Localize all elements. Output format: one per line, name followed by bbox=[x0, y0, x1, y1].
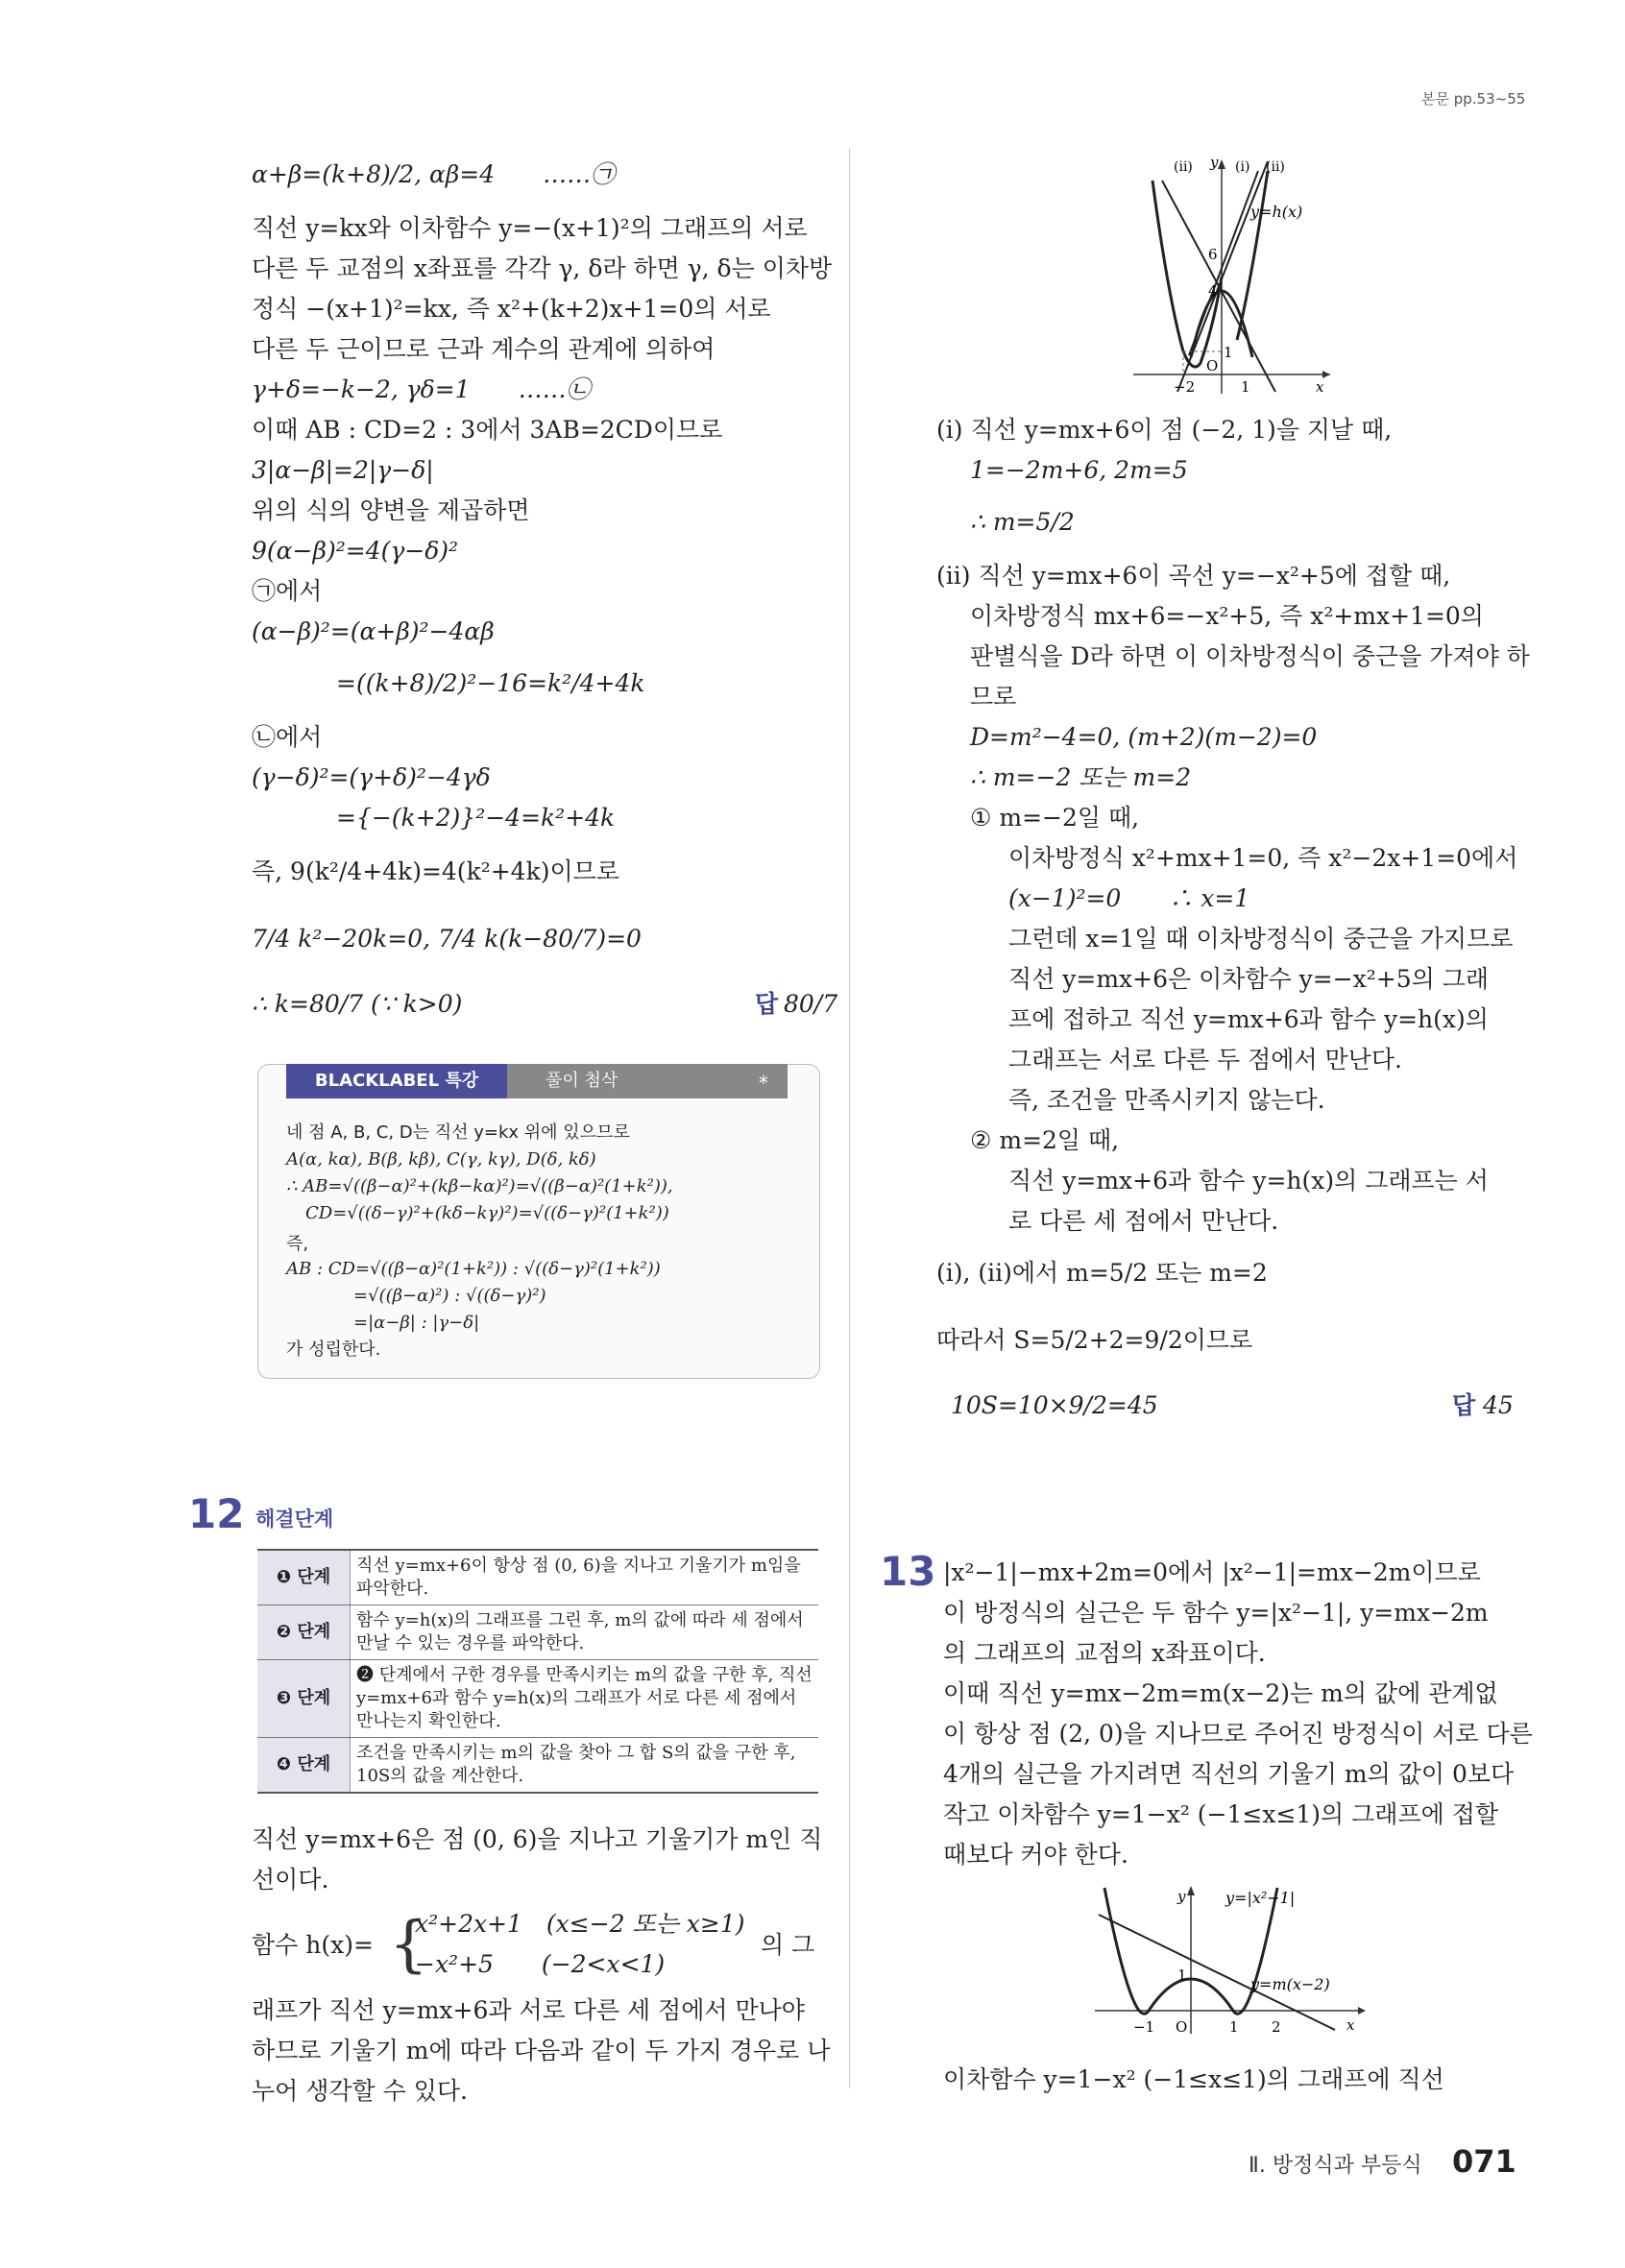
text-line: 의 그래프의 교점의 x좌표이다. bbox=[943, 1639, 1266, 1667]
y-axis-arrow-icon bbox=[1218, 159, 1225, 169]
answer-value: 80/7 bbox=[784, 990, 838, 1018]
star-icon: * bbox=[759, 1072, 768, 1095]
note-line: =|α−β| : |γ−δ| bbox=[353, 1313, 480, 1333]
text-line: 하므로 기울기 m에 따라 다음과 같이 두 가지 경우로 나 bbox=[252, 2037, 831, 2064]
text-line: 직선 y=mx+6과 함수 y=h(x)의 그래프는 서 bbox=[1008, 1167, 1489, 1194]
answer-value: 45 bbox=[1483, 1391, 1514, 1419]
text-line: =((k+8)/2)²−16=k²/4+4k bbox=[336, 669, 645, 697]
text-line: 므로 bbox=[970, 683, 1017, 711]
text-line: 그래프는 서로 다른 두 점에서 만난다. bbox=[1008, 1046, 1402, 1074]
note-line: ∴ AB=√((β−α)²+(kβ−kα)²)=√((β−α)²(1+k²)), bbox=[286, 1176, 673, 1196]
note-line: 가 성립한다. bbox=[286, 1339, 381, 1360]
x-axis-arrow-icon bbox=[1358, 2007, 1366, 2015]
y-axis-arrow-icon bbox=[1187, 1886, 1195, 1895]
table-row bbox=[257, 1605, 818, 1660]
graph-abs-x-squared bbox=[1085, 1880, 1373, 2045]
text-line: x²+2x+1 (x≤−2 또는 x≥1) bbox=[415, 1910, 745, 1938]
text-line: 이차함수 y=1−x² (−1≤x≤1)의 그래프에 직선 bbox=[943, 2065, 1444, 2093]
note-line: 즉, bbox=[286, 1234, 309, 1254]
table-row bbox=[257, 1660, 818, 1738]
graph-label: y bbox=[1210, 154, 1219, 171]
text-line: ∴ m=5/2 bbox=[970, 508, 1075, 536]
note-tag: 풀이 첨삭 bbox=[507, 1064, 788, 1098]
text-line: |x²−1|−mx+2m=0에서 |x²−1|=mx−2m이므로 bbox=[943, 1558, 1481, 1586]
page-header: 본문 pp.53~55 bbox=[1421, 90, 1526, 108]
line-ii-a bbox=[1177, 161, 1268, 392]
text-line: (i), (ii)에서 m=5/2 또는 m=2 bbox=[936, 1259, 1268, 1287]
answer-label: 답 bbox=[755, 990, 779, 1018]
text-line: (x−1)²=0 ∴ x=1 bbox=[1008, 884, 1250, 912]
text-line: 로 다른 세 점에서 만난다. bbox=[1008, 1207, 1279, 1235]
text-line: 이차방정식 mx+6=−x²+5, 즉 x²+mx+1=0의 bbox=[970, 602, 1484, 630]
text-line: 선이다. bbox=[252, 1866, 329, 1894]
page-number: 071 bbox=[1452, 2143, 1516, 2180]
text-line: 즉, 조건을 만족시키지 않는다. bbox=[1008, 1086, 1325, 1114]
text-line: D=m²−4=0, (m+2)(m−2)=0 bbox=[970, 723, 1318, 751]
step-cell: ❶ 단계 bbox=[257, 1550, 351, 1605]
text-line: 누어 생각할 수 있다. bbox=[252, 2077, 468, 2105]
table-row bbox=[257, 1738, 818, 1794]
question-number: 12 bbox=[188, 1490, 245, 1537]
text-line: 이 항상 점 (2, 0)을 지나므로 주어진 방정식이 서로 다른 bbox=[943, 1720, 1533, 1748]
text-line: 7/4 k²−20k=0, 7/4 k(k−80/7)=0 bbox=[252, 925, 642, 953]
text-line: ① m=−2일 때, bbox=[970, 804, 1140, 832]
graph-label: 1 bbox=[1241, 378, 1250, 396]
text-line: ∴ m=−2 또는 m=2 bbox=[970, 763, 1192, 791]
graph-label: (ii) bbox=[1266, 159, 1285, 175]
graph-label: 6 bbox=[1208, 246, 1218, 263]
text-line: 4개의 실근을 가지려면 직선의 기울기 m의 값이 0보다 bbox=[943, 1760, 1515, 1788]
question-number: 13 bbox=[880, 1548, 936, 1595]
text-line: 9(α−β)²=4(γ−δ)² bbox=[252, 537, 459, 565]
note-line: A(α, kα), B(β, kβ), C(γ, kγ), D(δ, kδ) bbox=[286, 1149, 596, 1170]
graph-label: 4 bbox=[1208, 282, 1218, 300]
text-line: 프에 접하고 직선 y=mx+6과 함수 y=h(x)의 bbox=[1008, 1005, 1489, 1033]
text-line: 즉, 9(k²/4+4k)=4(k²+4k)이므로 bbox=[252, 857, 619, 885]
text-line: 3|α−β|=2|γ−δ| bbox=[252, 456, 434, 484]
graph-label: 2 bbox=[1272, 2018, 1281, 2036]
line-m bbox=[1099, 1915, 1335, 2030]
graph-label: 1 bbox=[1224, 344, 1233, 361]
graph-h-of-x bbox=[1124, 152, 1345, 403]
step-text: 직선 y=mx+6이 항상 점 (0, 6)을 지나고 기울기가 m임을 파악한다. bbox=[351, 1550, 819, 1605]
text-line: 이 방정식의 실근은 두 함수 y=|x²−1|, y=mx−2m bbox=[943, 1599, 1489, 1627]
table-row bbox=[257, 1550, 818, 1605]
footer-section: Ⅱ. 방정식과 부등식 bbox=[1249, 2154, 1422, 2178]
section-label: 해결단계 bbox=[255, 1508, 334, 1531]
answer-label: 답 bbox=[1452, 1391, 1476, 1419]
graph-label: −2 bbox=[1174, 378, 1196, 396]
text-line: 위의 식의 양변을 제곱하면 bbox=[252, 496, 530, 524]
text-line: 이차방정식 x²+mx+1=0, 즉 x²−2x+1=0에서 bbox=[1008, 844, 1518, 872]
text-line: 함수 h(x)= bbox=[252, 1931, 374, 1959]
text-line: (α−β)²=(α+β)²−4αβ bbox=[252, 617, 495, 645]
column-divider bbox=[849, 149, 850, 2088]
text-line: 직선 y=kx와 이차함수 y=−(x+1)²의 그래프의 서로 bbox=[252, 214, 808, 242]
text-line: 다른 두 교점의 x좌표를 각각 γ, δ라 하면 γ, δ는 이차방 bbox=[252, 254, 833, 282]
graph-label: y=|x²−1| bbox=[1225, 1889, 1296, 1907]
text-line: ∴ k=80/7 (∵ k>0) bbox=[252, 990, 463, 1018]
text-line: (γ−δ)²=(γ+δ)²−4γδ bbox=[252, 763, 491, 791]
text-line: 이때 직선 y=mx−2m=m(x−2)는 m의 값에 관계없 bbox=[943, 1679, 1498, 1707]
graph-label: 1 bbox=[1229, 2018, 1239, 2036]
text-line: 래프가 직선 y=mx+6과 서로 다른 세 점에서 만나야 bbox=[252, 1996, 805, 2024]
graph-label: (i) bbox=[1235, 159, 1250, 175]
graph-label: (ii) bbox=[1174, 159, 1193, 175]
text-line: ={−(k+2)}²−4=k²+4k bbox=[336, 804, 616, 832]
text-line: 판별식을 D라 하면 이 이차방정식이 중근을 가져야 하 bbox=[970, 642, 1530, 670]
step-text: ❷ 단계에서 구한 경우를 만족시키는 m의 값을 구한 후, 직선 y=mx+6과 함수 y=h(x)의 그래프가 서로 다른 세 점에서 만나는지 확인한다. bbox=[351, 1660, 819, 1738]
step-text: 함수 y=h(x)의 그래프를 그린 후, m의 값에 따라 세 점에서 만날 수 있는 경우를 파악한다. bbox=[351, 1605, 819, 1660]
graph-label: y bbox=[1177, 1888, 1186, 1905]
text-line: 정식 −(x+1)²=kx, 즉 x²+(k+2)x+1=0의 서로 bbox=[252, 295, 771, 323]
text-line: (i) 직선 y=mx+6이 점 (−2, 1)을 지날 때, bbox=[936, 416, 1393, 444]
text-line: 10S=10×9/2=45 bbox=[951, 1391, 1158, 1419]
graph-label: x bbox=[1346, 2016, 1355, 2034]
note-line: 네 점 A, B, C, D는 직선 y=kx 위에 있으므로 bbox=[286, 1122, 630, 1143]
graph-label: O bbox=[1176, 2018, 1188, 2036]
graph-label: 1 bbox=[1177, 1966, 1187, 1984]
step-table bbox=[257, 1549, 818, 1794]
graph-label: y=m(x−2) bbox=[1250, 1975, 1330, 1993]
step-cell: ❷ 단계 bbox=[257, 1605, 351, 1660]
text-line: 작고 이차함수 y=1−x² (−1≤x≤1)의 그래프에 접할 bbox=[943, 1800, 1498, 1828]
graph-label: −1 bbox=[1133, 2018, 1155, 2036]
text-line: 그런데 x=1일 때 이차방정식이 중근을 가지므로 bbox=[1008, 925, 1514, 953]
text-line: 직선 y=mx+6은 점 (0, 6)을 지나고 기울기가 m인 직 bbox=[252, 1825, 823, 1853]
brace-icon: { bbox=[389, 1909, 428, 1980]
note-line: CD=√((δ−γ)²+(kδ−kγ)²)=√((δ−γ)²(1+k²)) bbox=[305, 1203, 669, 1223]
note-line: AB : CD=√((β−α)²(1+k²)) : √((δ−γ)²(1+k²)) bbox=[286, 1259, 661, 1279]
text-line: ㉠에서 bbox=[252, 577, 323, 605]
text-line: (ii) 직선 y=mx+6이 곡선 y=−x²+5에 접할 때, bbox=[936, 562, 1451, 590]
note-line: =√((β−α)²) : √((δ−γ)²) bbox=[353, 1286, 546, 1306]
note-title: BLACKLABEL 특강 bbox=[286, 1064, 507, 1098]
text-line: 다른 두 근이므로 근과 계수의 관계에 의하여 bbox=[252, 335, 715, 363]
text-line: ② m=2일 때, bbox=[970, 1126, 1120, 1154]
text-line: 직선 y=mx+6은 이차함수 y=−x²+5의 그래 bbox=[1008, 965, 1490, 993]
x-axis-arrow-icon bbox=[1322, 371, 1330, 378]
text-line: γ+δ=−k−2, γδ=1 ……㉡ bbox=[252, 375, 591, 403]
right-parabola bbox=[1237, 171, 1268, 340]
line-i bbox=[1189, 171, 1258, 355]
graph-label: x bbox=[1316, 378, 1324, 396]
text-line: ㉡에서 bbox=[252, 723, 323, 751]
text-line: −x²+5 (−2<x<1) bbox=[415, 1950, 666, 1978]
text-line: α+β=(k+8)/2, αβ=4 ……㉠ bbox=[252, 160, 616, 188]
step-cell: ❸ 단계 bbox=[257, 1660, 351, 1738]
step-text: 조건을 만족시키는 m의 값을 찾아 그 합 S의 값을 구한 후, 10S의 값을 계산한다. bbox=[351, 1738, 819, 1794]
graph-label: y=h(x) bbox=[1250, 203, 1303, 221]
step-cell: ❹ 단계 bbox=[257, 1738, 351, 1794]
text-line: 1=−2m+6, 2m=5 bbox=[970, 456, 1188, 484]
text-line: 의 그 bbox=[761, 1931, 815, 1959]
graph-label: O bbox=[1206, 357, 1219, 374]
text-line: 때보다 커야 한다. bbox=[943, 1841, 1128, 1869]
text-line: 이때 AB : CD=2 : 3에서 3AB=2CD이므로 bbox=[252, 416, 723, 444]
text-line: 따라서 S=5/2+2=9/2이므로 bbox=[936, 1326, 1253, 1354]
